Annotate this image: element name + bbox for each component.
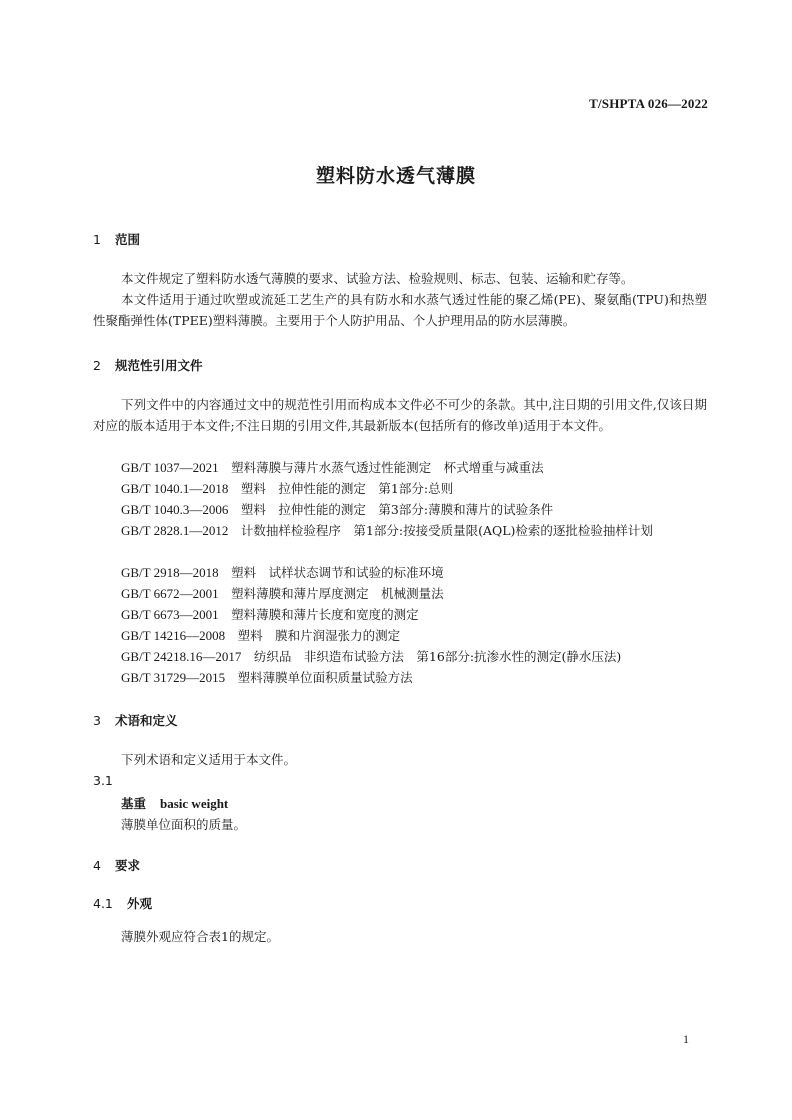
reference-item (93, 457, 707, 478)
document-code: T/SHPTA 026—2022 (589, 96, 708, 111)
reference-id: GB/T 6672—2001 (121, 586, 219, 601)
section-1-paragraph-1: 本文件规定了塑料防水透气薄膜的要求、试验方法、检验规则、标志、包装、运输和贮存等。 (121, 271, 634, 286)
reference-id: GB/T 1040.3—2006 (121, 502, 229, 517)
section-title: 术语和定义 (115, 713, 178, 728)
reference-title: 塑料薄膜单位面积质量试验方法 (237, 670, 413, 685)
reference-title: 塑料 拉伸性能的测定 第3部分:薄膜和薄片的试验条件 (240, 502, 554, 517)
term-chinese: 基重 (121, 796, 147, 811)
reference-title: 塑料 膜和片润湿张力的测定 (237, 628, 401, 643)
reference-id: GB/T 2828.1—2012 (121, 523, 229, 538)
reference-id: GB/T 31729—2015 (121, 670, 226, 685)
reference-title: 塑料 试样状态调节和试验的标准环境 (231, 565, 444, 580)
reference-id: GB/T 24218.16—2017 (121, 649, 242, 664)
section-number: 4 (93, 858, 101, 873)
subsection-4-1-heading (93, 894, 152, 912)
term-heading (121, 794, 228, 812)
reference-title: 塑料 拉伸性能的测定 第1部分:总则 (240, 481, 454, 496)
subsection-number: 4.1 (93, 896, 113, 911)
reference-title: 纺织品 非织造布试验方法 第16部分:抗渗水性的测定(静水压法) (253, 649, 622, 664)
section-number: 1 (93, 232, 101, 247)
section-3-intro: 下列术语和定义适用于本文件。 (121, 752, 297, 767)
reference-item (93, 499, 707, 520)
section-number: 2 (93, 358, 101, 373)
subsection-title: 外观 (127, 896, 153, 911)
reference-item (93, 604, 707, 625)
document-title: 塑料防水透气薄膜 (315, 165, 476, 187)
section-title: 要求 (115, 858, 141, 873)
section-title: 规范性引用文件 (115, 358, 203, 373)
section-2-heading (93, 356, 203, 374)
reference-item (93, 478, 707, 499)
reference-item (93, 625, 707, 646)
section-title: 范围 (115, 232, 141, 247)
reference-title: 塑料薄膜和薄片长度和宽度的测定 (231, 607, 419, 622)
reference-item (93, 583, 707, 604)
reference-title: 塑料薄膜和薄片厚度测定 机械测量法 (231, 586, 444, 601)
reference-item (93, 667, 707, 688)
reference-id: GB/T 14216—2008 (121, 628, 226, 643)
section-4-1-paragraph: 薄膜外观应符合表1的规定。 (121, 929, 279, 944)
reference-item (93, 646, 707, 667)
section-2-intro: 下列文件中的内容通过文中的规范性引用而构成本文件必不可少的条款。其中,注日期的引用文件,仅该日期对应的版本适用于本文件;不注日期的引用文件,其最新版本(包括所有的修改单)适用于本文件。 (93, 397, 707, 433)
reference-id: GB/T 1037—2021 (121, 460, 219, 475)
reference-item (93, 562, 707, 583)
reference-item (93, 520, 707, 541)
section-1-heading (93, 230, 140, 248)
reference-title: 计数抽样检验程序 第1部分:按接受质量限(AQL)检索的逐批检验抽样计划 (240, 523, 653, 538)
reference-id: GB/T 1040.1—2018 (121, 481, 229, 496)
reference-id: GB/T 2918—2018 (121, 565, 219, 580)
page-number: 1 (683, 1032, 689, 1046)
reference-title: 塑料薄膜与薄片水蒸气透过性能测定 杯式增重与减重法 (231, 460, 544, 475)
section-number: 3 (93, 713, 101, 728)
reference-id: GB/T 6673—2001 (121, 607, 219, 622)
term-english: basic weight (160, 796, 229, 811)
section-3-heading (93, 711, 178, 729)
term-number: 3.1 (93, 773, 113, 788)
section-1-paragraph-2: 本文件适用于通过吹塑或流延工艺生产的具有防水和水蒸气透过性能的聚乙烯(PE)、聚氨酯(TPU)和热塑性聚酯弹性体(TPEE)塑料薄膜。主要用于个人防护用品、个人护理用品的防水层薄膜。 (93, 292, 707, 328)
term-definition: 薄膜单位面积的质量。 (121, 817, 247, 832)
section-4-heading (93, 856, 140, 874)
